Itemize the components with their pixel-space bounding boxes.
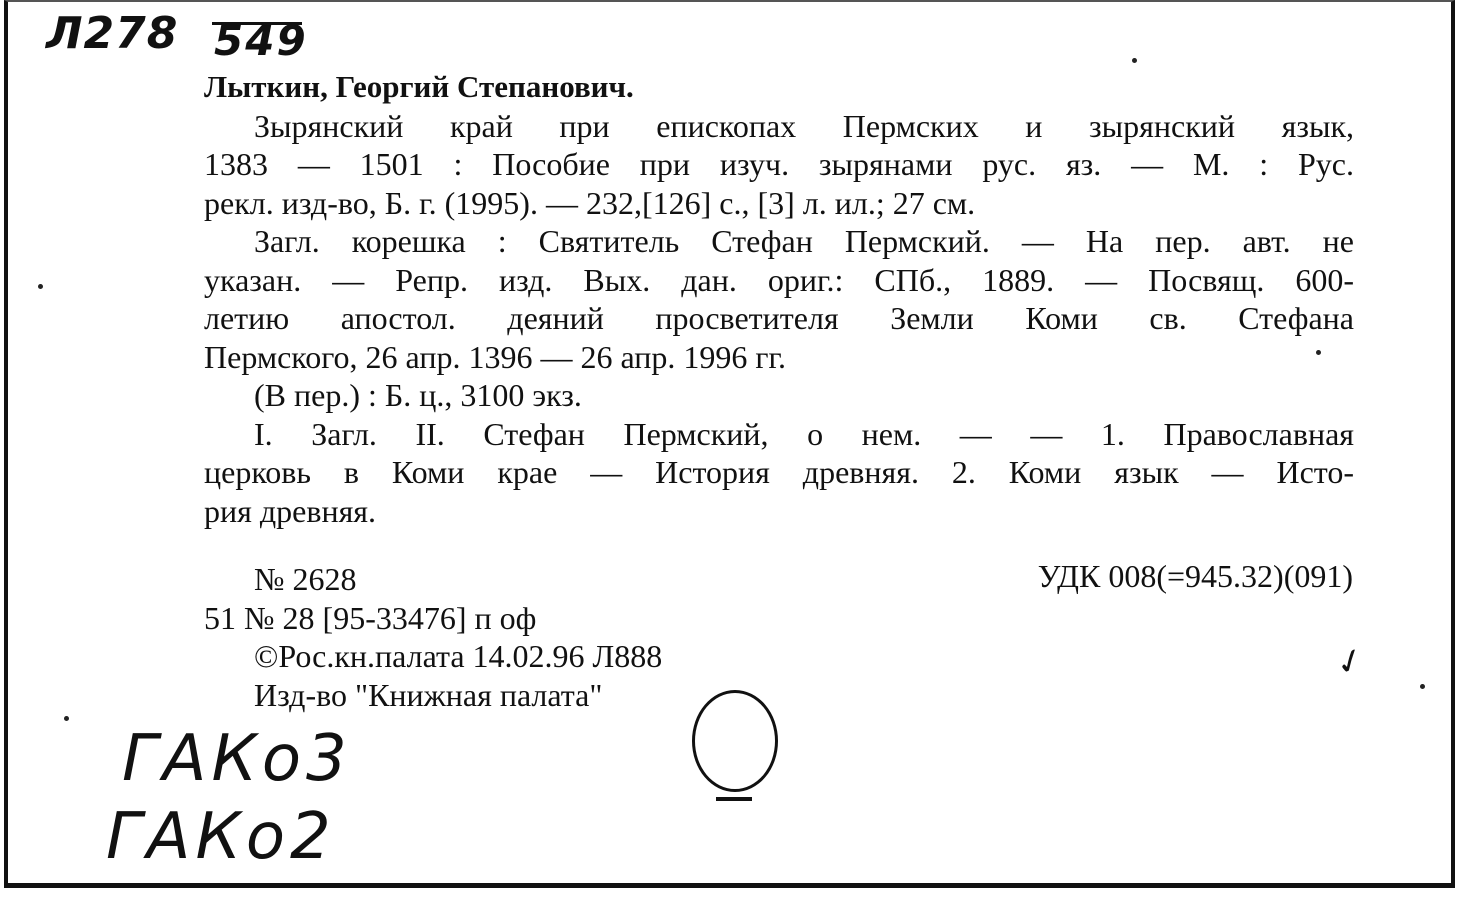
scan-speck bbox=[38, 284, 43, 289]
archive-stamp-handwritten: ГАКо2 bbox=[106, 800, 336, 874]
shelf-mark-number-handwritten: 549 bbox=[214, 16, 308, 65]
note-line: Загл. корешка : Святитель Стефан Пермский. — На пер. авт. не bbox=[254, 223, 1354, 259]
price-line: (В пер.) : Б. ц., 3100 экз. bbox=[254, 377, 582, 413]
archive-stamp-handwritten: ГАКо3 bbox=[122, 722, 352, 796]
copyright-line: ©Рос.кн.палата 14.02.96 Л888 bbox=[254, 638, 663, 674]
scan-speck bbox=[64, 716, 69, 721]
publisher-line: Изд-во "Книжная палата" bbox=[254, 676, 603, 713]
author-heading: Лыткин, Георгий Степанович. bbox=[204, 69, 634, 104]
check-mark-icon: ✓ bbox=[1330, 638, 1371, 686]
circle-stamp bbox=[692, 690, 778, 792]
stamp-underline bbox=[716, 797, 752, 801]
note-line: указан. — Репр. изд. Вых. дан. ориг.: СПб., 1889. — Посвящ. 600- bbox=[204, 261, 1354, 298]
note-line: Пермского, 26 апр. 1396 — 26 апр. 1996 гг. bbox=[204, 338, 786, 375]
scan-speck bbox=[1132, 58, 1137, 63]
tracing-line: церковь в Коми крае — История древняя. 2. Коми язык — Исто- bbox=[204, 454, 1354, 490]
scan-speck bbox=[1420, 684, 1425, 689]
title-line: 1383 — 1501 : Пособие при изуч. зырянами рус. яз. — М. : Рус. bbox=[204, 146, 1354, 182]
title-line: Зырянский край при епископах Пермских и зырянский язык, bbox=[254, 107, 1354, 144]
tracing-line: I. Загл. II. Стефан Пермский, о нем. — — 1. Православная bbox=[254, 415, 1354, 452]
series-line: 51 № 28 [95-33476] п оф bbox=[204, 599, 537, 636]
title-line: рекл. изд-во, Б. г. (1995). — 232,[126] с., [3] л. ил.; 27 см. bbox=[204, 184, 976, 221]
udc-code: УДК 008(=945.32)(091) bbox=[1037, 558, 1353, 594]
card-number: № 2628 bbox=[254, 561, 357, 597]
card-footer bbox=[204, 560, 662, 714]
scan-speck bbox=[1316, 350, 1321, 355]
note-line: летию апостол. деяний просветителя Земли Коми св. Стефана bbox=[204, 300, 1354, 336]
card-entry bbox=[204, 68, 1354, 530]
shelf-mark-handwritten: Л278 bbox=[46, 8, 179, 59]
tracing-line: рия древняя. bbox=[204, 492, 376, 529]
